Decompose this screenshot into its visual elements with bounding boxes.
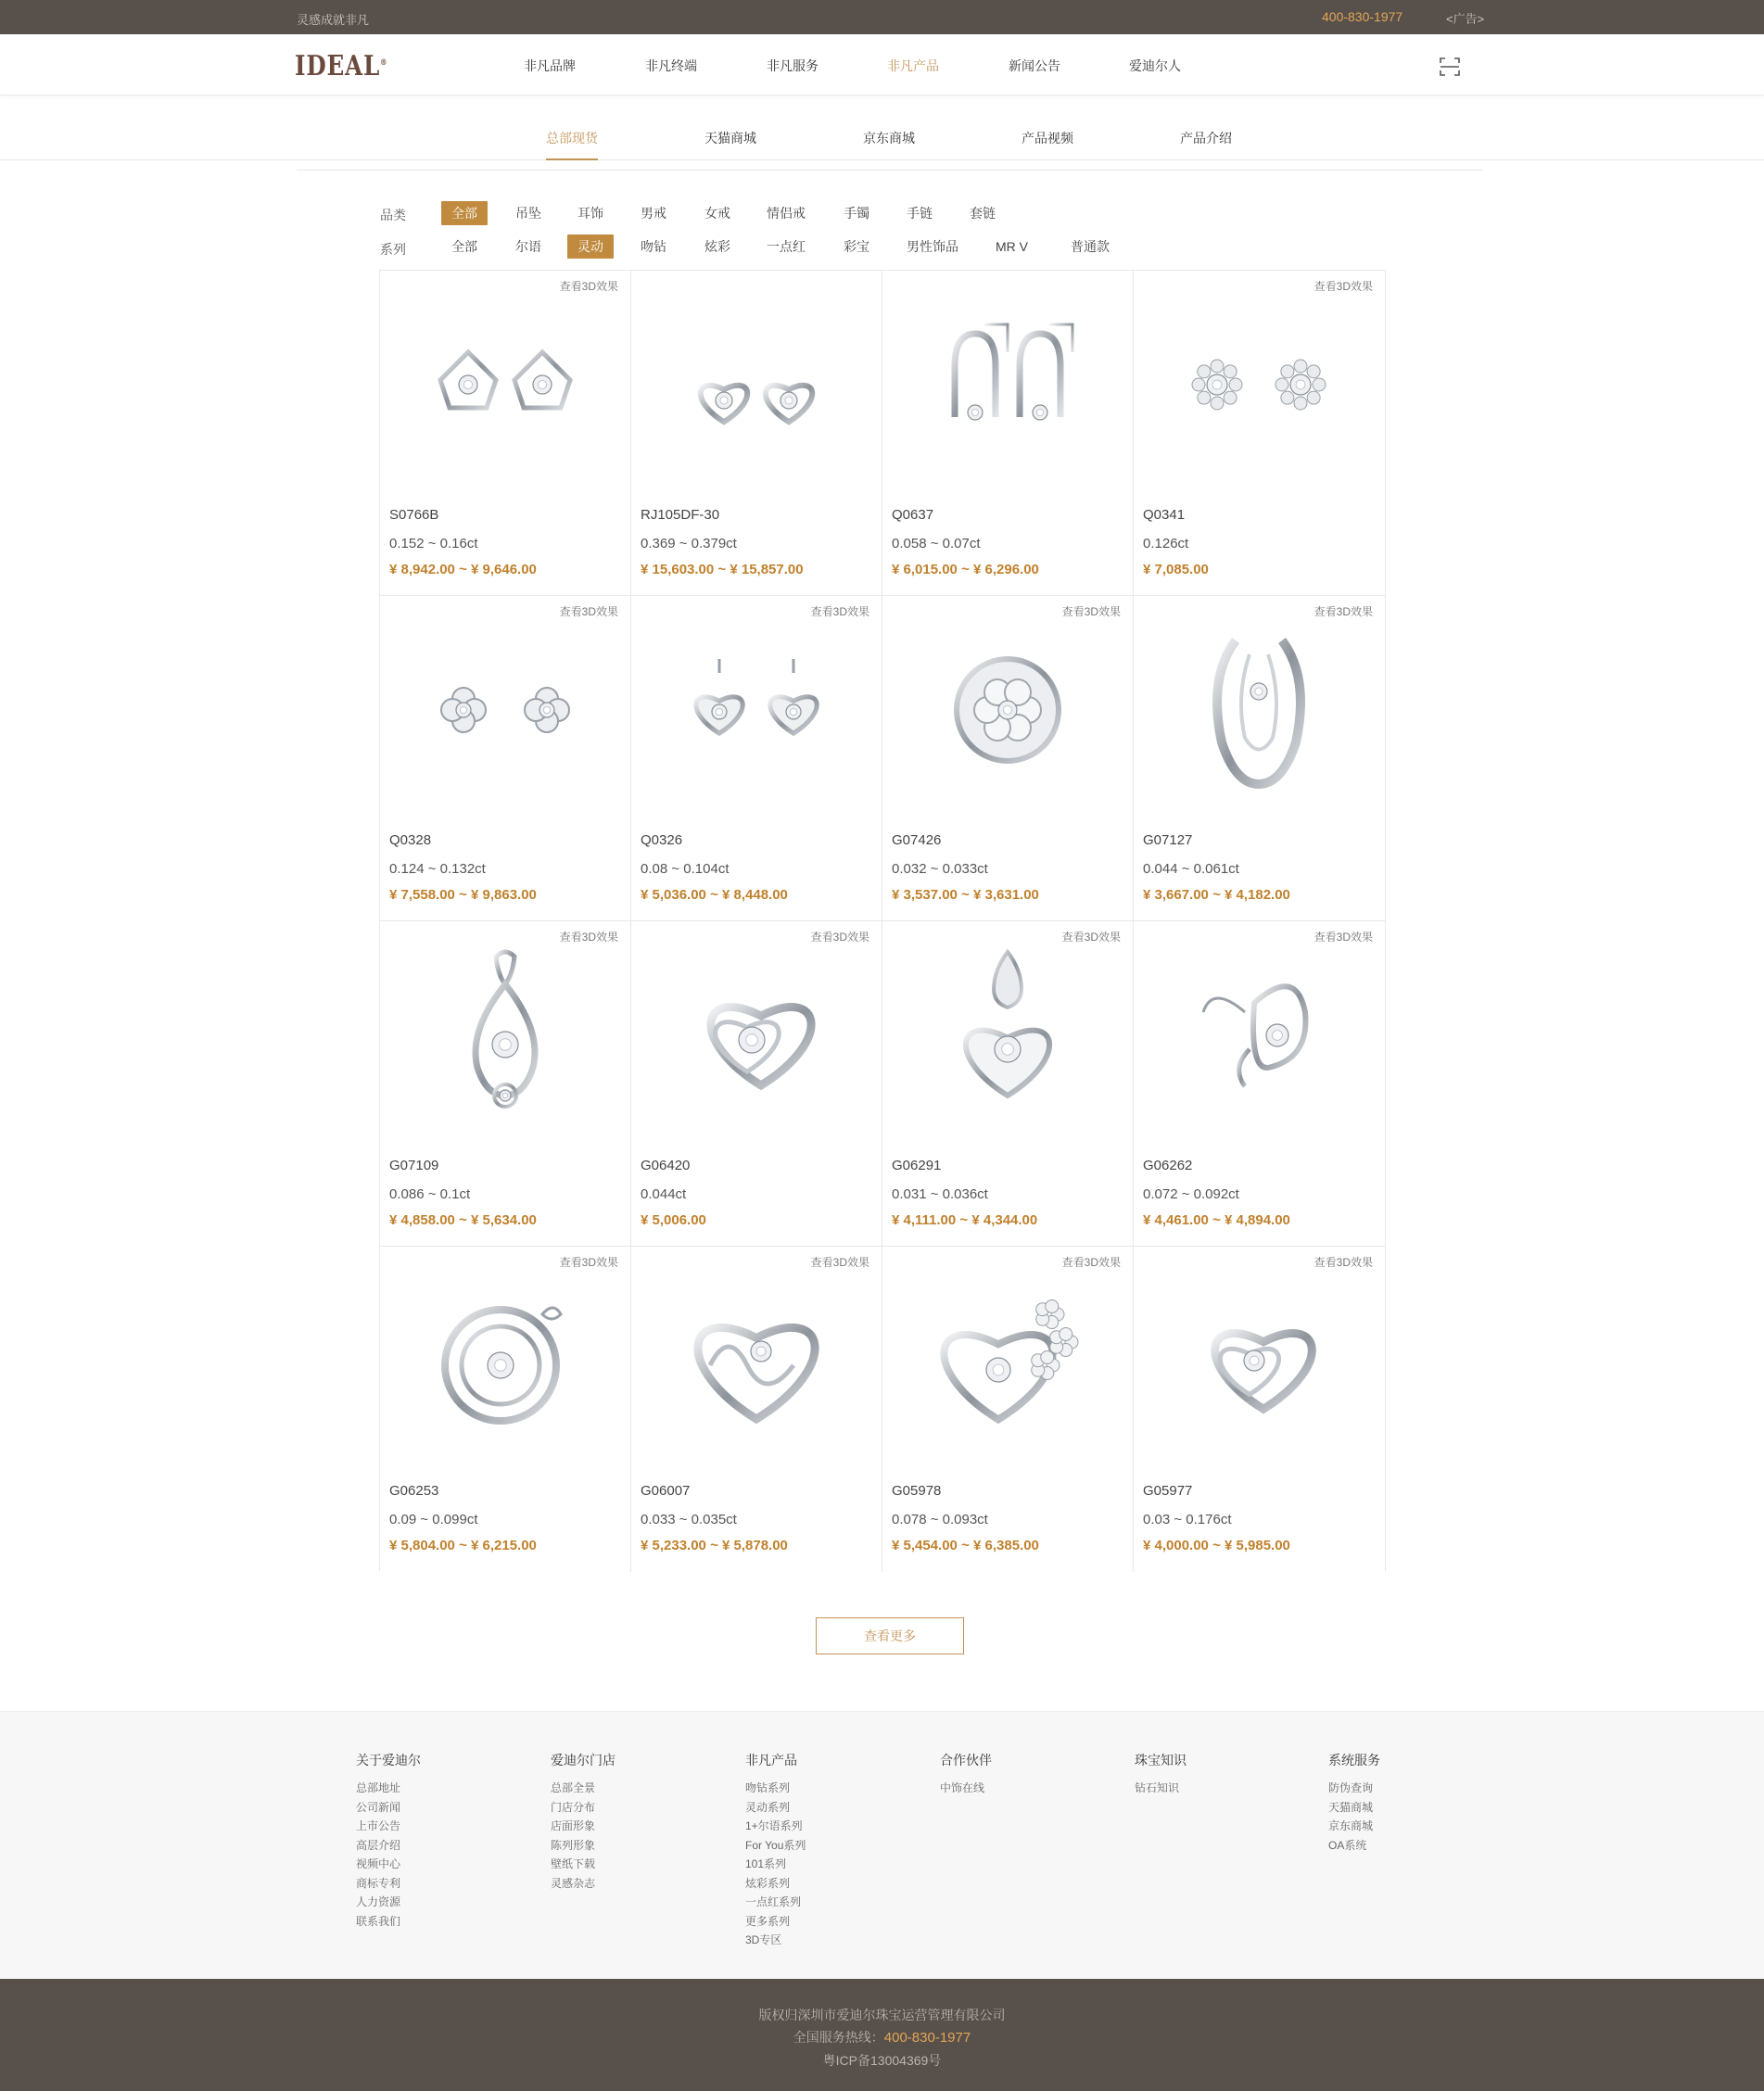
category-necklace-set[interactable]: 套链	[970, 206, 996, 221]
view-3d-link[interactable]: 查看3D效果	[559, 931, 618, 944]
product-image[interactable]	[403, 1273, 607, 1439]
series-label: 系列	[380, 242, 406, 257]
product-carat: 0.124 ~ 0.132ct	[389, 861, 486, 877]
product-card[interactable]	[631, 271, 882, 596]
footer-link[interactable]: 灵动系列	[745, 1800, 791, 1814]
product-price: ¥ 5,006.00	[641, 1212, 706, 1228]
view-3d-link[interactable]: 查看3D效果	[1061, 931, 1121, 944]
footer-column	[940, 1751, 992, 1798]
footer-link[interactable]: 钻石知识	[1135, 1781, 1180, 1794]
tab-hq-stock[interactable]: 总部现货	[546, 131, 598, 146]
series-mrv[interactable]: MR V	[996, 239, 1028, 254]
nav-brand[interactable]: 非凡品牌	[524, 58, 576, 73]
product-card[interactable]	[380, 596, 631, 921]
product-image[interactable]	[403, 947, 607, 1114]
product-code[interactable]: Q0637	[892, 507, 934, 523]
product-carat: 0.032 ~ 0.033ct	[892, 861, 988, 877]
category-mens-ring[interactable]: 男戒	[641, 206, 666, 221]
footer-column-title: 珠宝知识	[1135, 1753, 1187, 1768]
footer-column	[1328, 1751, 1380, 1855]
footer-link[interactable]: 天猫商城	[1328, 1800, 1374, 1814]
footer-link[interactable]: 灵感杂志	[551, 1876, 596, 1890]
product-code[interactable]: G07109	[389, 1158, 439, 1173]
product-image[interactable]	[906, 1273, 1110, 1439]
series-xuancai[interactable]: 炫彩	[704, 239, 730, 254]
product-price: ¥ 4,858.00 ~ ¥ 5,634.00	[389, 1212, 537, 1228]
product-image[interactable]	[654, 622, 858, 789]
series-wenzuan[interactable]: 吻钻	[641, 239, 666, 254]
nav-products[interactable]: 非凡产品	[887, 58, 939, 73]
category-label: 品类	[380, 208, 406, 222]
product-carat: 0.044ct	[641, 1186, 687, 1202]
product-image[interactable]	[654, 297, 858, 463]
product-price: ¥ 15,603.00 ~ ¥ 15,857.00	[641, 562, 804, 577]
product-card[interactable]	[631, 921, 882, 1247]
product-card[interactable]	[380, 921, 631, 1247]
product-price: ¥ 4,000.00 ~ ¥ 5,985.00	[1143, 1538, 1290, 1553]
view-3d-link[interactable]: 查看3D效果	[1061, 605, 1121, 618]
product-price: ¥ 6,015.00 ~ ¥ 6,296.00	[892, 562, 1039, 577]
product-image[interactable]	[906, 297, 1110, 463]
view-3d-link[interactable]: 查看3D效果	[1313, 605, 1373, 618]
product-carat: 0.058 ~ 0.07ct	[892, 536, 981, 551]
scan-icon[interactable]	[1440, 57, 1460, 77]
footer-link[interactable]: 陈列形象	[551, 1838, 596, 1852]
footer-column	[551, 1751, 615, 1893]
product-card[interactable]	[1134, 271, 1385, 596]
nav-terminal[interactable]: 非凡终端	[645, 58, 697, 73]
footer-link[interactable]: 壁纸下载	[551, 1857, 596, 1870]
product-code[interactable]: G06253	[389, 1483, 439, 1499]
footer-column	[745, 1751, 806, 1950]
series-yidianhong[interactable]: 一点红	[767, 239, 806, 254]
product-code[interactable]: RJ105DF-30	[641, 507, 720, 523]
divider	[297, 170, 1483, 171]
product-carat: 0.072 ~ 0.092ct	[1143, 1186, 1239, 1202]
product-carat: 0.369 ~ 0.379ct	[641, 536, 737, 551]
product-card[interactable]	[882, 596, 1134, 921]
footer-link[interactable]: 上市公告	[356, 1819, 401, 1832]
view-3d-link[interactable]: 查看3D效果	[559, 605, 618, 618]
footer-link[interactable]: 1+尔语系列	[745, 1819, 803, 1832]
footer-column-title: 关于爱迪尔	[356, 1753, 421, 1768]
product-image[interactable]	[654, 1273, 858, 1439]
product-code[interactable]: Q0326	[641, 832, 683, 848]
category-pendant[interactable]: 吊坠	[515, 206, 541, 221]
copyright-text: 版权归深圳市爱迪尔珠宝运营管理有限公司	[758, 2008, 1006, 2022]
footer-link[interactable]: 101系列	[745, 1857, 787, 1870]
product-carat: 0.126ct	[1143, 536, 1189, 551]
footer-link[interactable]: 3D专区	[745, 1933, 782, 1946]
product-image[interactable]	[403, 622, 607, 789]
footer-link[interactable]: OA系统	[1328, 1838, 1367, 1852]
ideal-logo[interactable]: IDEAL®	[295, 50, 388, 82]
category-womens-ring[interactable]: 女戒	[704, 206, 730, 221]
icp-number: 粤ICP备13004369号	[822, 2053, 942, 2068]
product-card[interactable]	[631, 596, 882, 921]
footer-link[interactable]: 炫彩系列	[745, 1876, 791, 1890]
view-3d-link[interactable]: 查看3D效果	[810, 605, 869, 618]
nav-service[interactable]: 非凡服务	[767, 58, 819, 73]
view-3d-link[interactable]: 查看3D效果	[1313, 1256, 1373, 1269]
product-code[interactable]: S0766B	[389, 507, 439, 523]
footer-link[interactable]: 总部全景	[551, 1781, 596, 1794]
series-all[interactable]: 全部	[451, 239, 477, 254]
product-price: ¥ 7,085.00	[1143, 562, 1209, 577]
footer-link[interactable]: 门店分布	[551, 1800, 596, 1814]
product-code[interactable]: G07426	[892, 832, 942, 848]
product-price: ¥ 5,036.00 ~ ¥ 8,448.00	[641, 887, 788, 903]
footer-column	[1135, 1751, 1187, 1798]
tab-tmall[interactable]: 天猫商城	[704, 131, 756, 146]
hotline-number: 400-830-1977	[1322, 9, 1403, 24]
product-price: ¥ 8,942.00 ~ ¥ 9,646.00	[389, 562, 537, 577]
product-image[interactable]	[1157, 947, 1361, 1114]
series-mens[interactable]: 男性饰品	[907, 239, 958, 254]
series-lingdong[interactable]: 灵动	[567, 234, 614, 259]
category-earring[interactable]: 耳饰	[577, 206, 603, 221]
product-card[interactable]	[882, 271, 1134, 596]
product-code[interactable]: G06291	[892, 1158, 942, 1173]
product-price: ¥ 4,111.00 ~ ¥ 4,344.00	[892, 1212, 1038, 1228]
view-3d-link[interactable]: 查看3D效果	[559, 1256, 618, 1269]
footer-link[interactable]: 一点红系列	[745, 1895, 802, 1908]
footer-link[interactable]: For You系列	[745, 1838, 806, 1852]
product-carat: 0.086 ~ 0.1ct	[389, 1186, 471, 1202]
view-3d-link[interactable]: 查看3D效果	[1313, 280, 1373, 293]
product-price: ¥ 3,667.00 ~ ¥ 4,182.00	[1143, 887, 1290, 903]
product-image[interactable]	[1157, 1273, 1361, 1439]
footer-link[interactable]: 高层介绍	[356, 1838, 401, 1852]
tab-jd[interactable]: 京东商城	[863, 131, 915, 146]
active-tab-indicator	[546, 158, 598, 160]
category-bracelet[interactable]: 手链	[907, 206, 933, 221]
top-bar	[0, 0, 1764, 34]
product-card[interactable]	[1134, 921, 1385, 1247]
footer-link[interactable]: 京东商城	[1328, 1819, 1374, 1832]
product-carat: 0.078 ~ 0.093ct	[892, 1512, 988, 1527]
ad-link[interactable]: <广告>	[1446, 12, 1485, 26]
sub-tabs	[0, 95, 1764, 160]
category-bangle[interactable]: 手镯	[844, 206, 869, 221]
view-3d-link[interactable]: 查看3D效果	[810, 931, 869, 944]
product-grid	[379, 270, 1386, 1571]
series-eryu[interactable]: 尔语	[515, 239, 541, 254]
product-image[interactable]	[403, 297, 607, 463]
product-price: ¥ 4,461.00 ~ ¥ 4,894.00	[1143, 1212, 1290, 1228]
product-card[interactable]	[380, 1247, 631, 1572]
footer-link[interactable]: 店面形象	[551, 1819, 596, 1832]
header	[0, 34, 1764, 95]
product-code[interactable]: G07127	[1143, 832, 1193, 848]
product-image[interactable]	[1157, 297, 1361, 463]
product-image[interactable]	[1157, 622, 1361, 789]
product-code[interactable]: G05978	[892, 1483, 942, 1499]
footer-link[interactable]: 人力资源	[356, 1895, 401, 1908]
slogan: 灵感成就非凡	[297, 13, 370, 27]
view-3d-link[interactable]: 查看3D效果	[559, 280, 618, 293]
product-image[interactable]	[906, 622, 1110, 789]
product-card[interactable]	[631, 1247, 882, 1572]
product-carat: 0.152 ~ 0.16ct	[389, 536, 478, 551]
nav-people[interactable]: 爱迪尔人	[1129, 58, 1181, 73]
product-carat: 0.033 ~ 0.035ct	[641, 1512, 737, 1527]
product-carat: 0.08 ~ 0.104ct	[641, 861, 730, 877]
nav-news[interactable]: 新闻公告	[1009, 58, 1060, 73]
load-more-button[interactable]: 查看更多	[816, 1617, 964, 1654]
category-all[interactable]: 全部	[441, 201, 488, 225]
product-image[interactable]	[654, 947, 858, 1114]
view-3d-link[interactable]: 查看3D效果	[810, 1256, 869, 1269]
series-gemstone[interactable]: 彩宝	[844, 239, 869, 254]
footer-link[interactable]: 中饰在线	[940, 1781, 985, 1794]
product-card[interactable]	[1134, 1247, 1385, 1572]
product-price: ¥ 5,233.00 ~ ¥ 5,878.00	[641, 1538, 788, 1553]
footer-column-title: 系统服务	[1328, 1753, 1380, 1768]
service-hotline: 全国服务热线：400-830-1977	[793, 2030, 971, 2046]
product-code[interactable]: Q0341	[1143, 507, 1186, 523]
product-carat: 0.03 ~ 0.176ct	[1143, 1512, 1232, 1527]
product-price: ¥ 7,558.00 ~ ¥ 9,863.00	[389, 887, 537, 903]
view-3d-link[interactable]: 查看3D效果	[1313, 931, 1373, 944]
product-code[interactable]: G06262	[1143, 1158, 1193, 1173]
series-regular[interactable]: 普通款	[1071, 239, 1110, 254]
product-price: ¥ 5,804.00 ~ ¥ 6,215.00	[389, 1538, 537, 1553]
product-carat: 0.044 ~ 0.061ct	[1143, 861, 1239, 877]
footer-column-title: 非凡产品	[745, 1753, 797, 1768]
footer-link[interactable]: 更多系列	[745, 1914, 791, 1928]
product-carat: 0.031 ~ 0.036ct	[892, 1186, 988, 1202]
product-price: ¥ 5,454.00 ~ ¥ 6,385.00	[892, 1538, 1039, 1553]
footer-link[interactable]: 联系我们	[356, 1914, 401, 1928]
product-card[interactable]	[882, 921, 1134, 1247]
footer-column-title: 爱迪尔门店	[551, 1753, 615, 1768]
footer-link[interactable]: 视频中心	[356, 1857, 401, 1870]
footer-link[interactable]: 总部地址	[356, 1781, 401, 1794]
footer	[0, 1711, 1764, 1979]
footer-link[interactable]: 公司新闻	[356, 1800, 401, 1814]
footer-link[interactable]: 商标专利	[356, 1876, 401, 1890]
product-card[interactable]	[882, 1247, 1134, 1572]
product-card[interactable]	[380, 271, 631, 596]
product-price: ¥ 3,537.00 ~ ¥ 3,631.00	[892, 887, 1039, 903]
product-carat: 0.09 ~ 0.099ct	[389, 1512, 478, 1527]
product-code[interactable]: G06420	[641, 1158, 691, 1173]
footer-column	[356, 1751, 421, 1931]
product-card[interactable]	[1134, 596, 1385, 921]
product-image[interactable]	[906, 947, 1110, 1114]
product-code[interactable]: G05977	[1143, 1483, 1193, 1499]
view-3d-link[interactable]: 查看3D效果	[1061, 1256, 1121, 1269]
product-code[interactable]: G06007	[641, 1483, 691, 1499]
footer-column-title: 合作伙伴	[940, 1753, 992, 1768]
category-couple-ring[interactable]: 情侣戒	[767, 206, 806, 221]
copyright-bar	[0, 1979, 1764, 2091]
tab-video[interactable]: 产品视频	[1022, 131, 1073, 146]
footer-link[interactable]: 防伪查询	[1328, 1781, 1374, 1794]
footer-link[interactable]: 吻钻系列	[745, 1781, 791, 1794]
product-code[interactable]: Q0328	[389, 832, 432, 848]
tab-intro[interactable]: 产品介绍	[1180, 131, 1232, 146]
